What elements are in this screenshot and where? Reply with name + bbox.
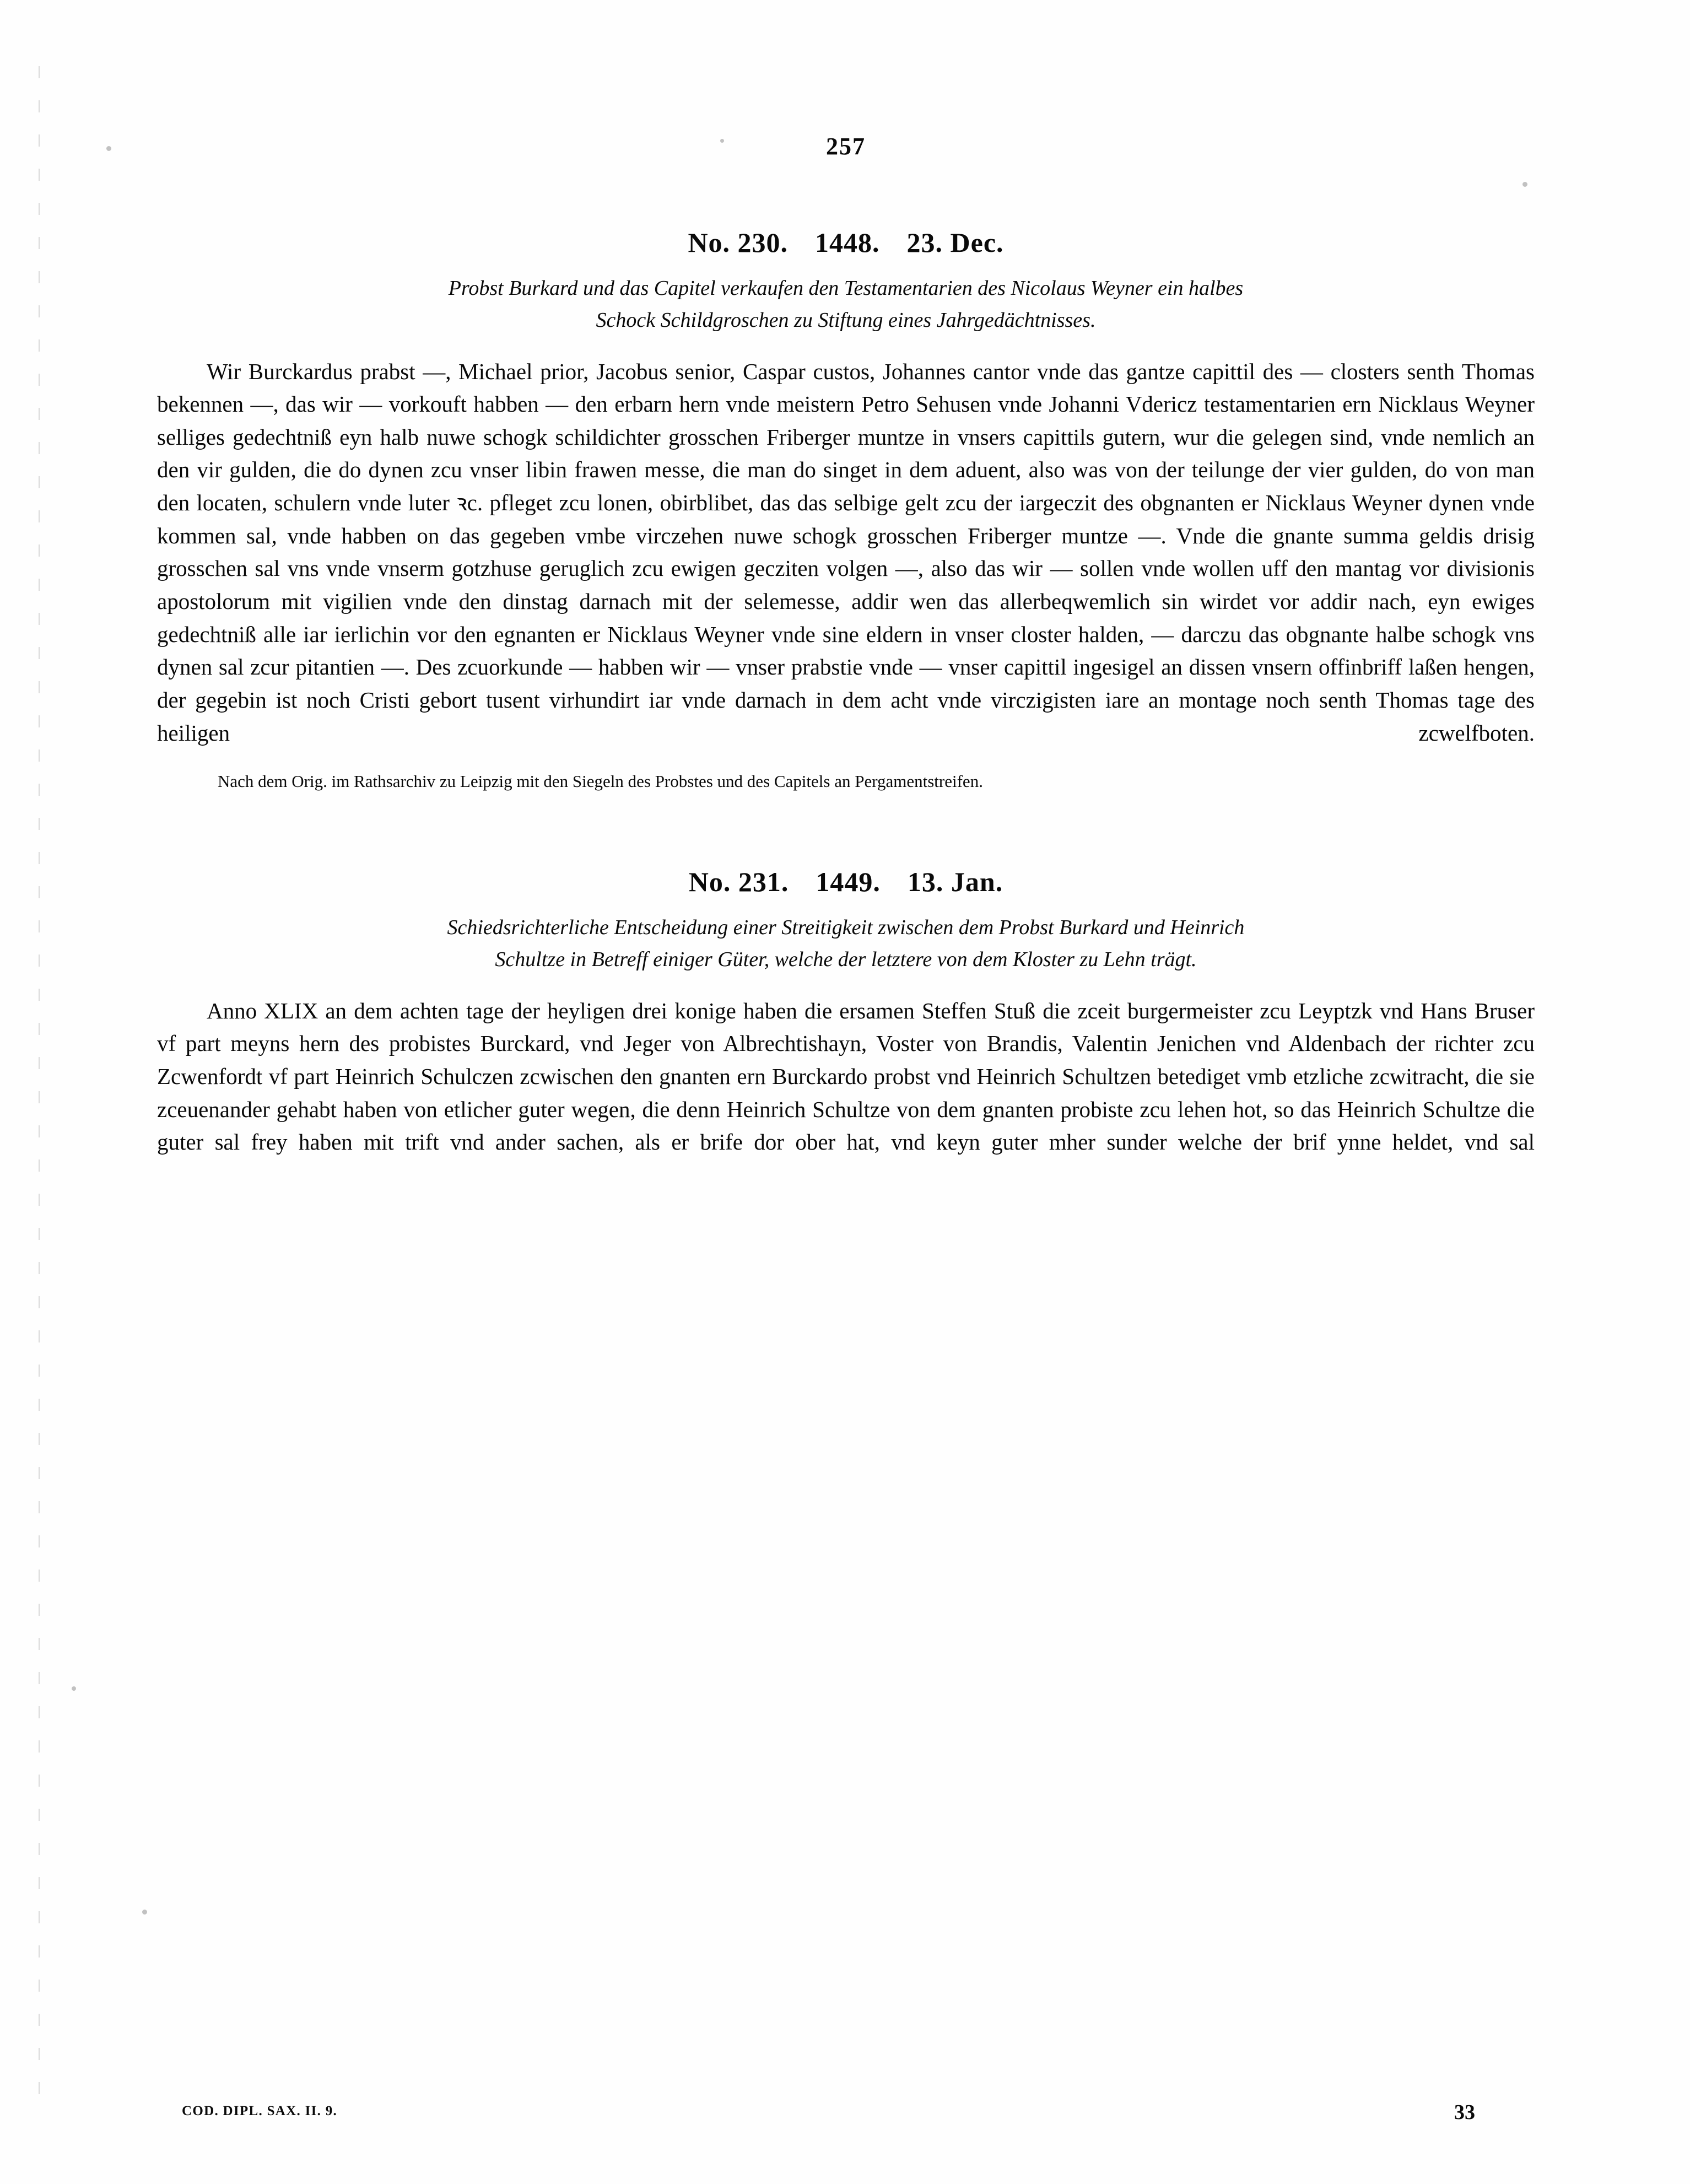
heading-date: 13. Jan. — [907, 866, 1003, 898]
document-body-231: Anno XLIX an dem achten tage der heyligen drei konige haben die ersamen Steffen Stuß die zceit burgermeister zcu Leyptzk vnd Hans Bruser vf part meyns hern des probistes Burckard, vnd Jeger von Albrechtishayn, Voster von Brandis, Valentin Jenichen vnd Aldenbach der richter zcu Zcwenfordt vf part Heinrich Schulczen zcwischen den gnanten ern Burckardo probst vnd Heinrich Schultzen betediget vmb etzliche zcwitracht, die sie zceuenander gehabt haben von etlicher guter wegen, die denn Heinrich Schultze von dem gnanten probiste zcu lehen hot, so das Heinrich Schultze die guter sal frey haben mit trift vnd ander sachen, als er brife dor ober hat, vnd keyn guter mher sunder welche der brif ynne heldet, vnd sal — [157, 997, 1535, 1155]
heading-number: No. 230. — [688, 227, 789, 258]
document-heading-230 — [157, 227, 1535, 258]
document-subtitle-231 — [157, 912, 1535, 976]
document-body-230: Wir Burckardus prabst —, Michael prior, Jacobus senior, Caspar custos, Johannes cantor vnde das gantze capittil des — closters senth Thomas bekennen —, das wir — vorkouft habben — den erbarn hern vnde meistern Petro Sehusen vnde Johanni Vdericz testamentarien ern Nicklaus Weyner selliges gedechtniß eyn halb nuwe schogk schildichter grosschen Friberger muntze in vnsers capittils gutern, wur die gelegen sind, vnde nemlich an den vir gulden, die do dynen zcu vnser libin frawen messe, die man do singet in dem aduent, also was von der teilunge der vier gulden, do von man den locaten, schulern vnde luter ꝛc. pfleget zcu lonen, obirblibet, das das selbige gelt zcu der iargeczit des obgnanten er Nicklaus Weyner dynen vnde kommen sal, vnde habben on das gegeben vmbe virczehen nuwe schogk grosschen Friberger muntze —. Vnde die gnante summa geldis drisig grosschen sal vns vnde vnserm gotzhuse geruglich zcu ewigen gecziten volgen —, also das wir — sollen vnde wollen uff den mantag vor divisionis apostolorum mit vigilien vnde den dinstag darnach mit der selemesse, addir wen das allerbeqwemlich sin wirdet vor addir nach, eyn ewiges gedechtniß alle iar ierlichin vor den egnanten er Nicklaus Weyner vnde sine eldern in vnser closter halden, — darczu das obgnante halbe schogk vns dynen sal zcur pitantien —. Des zcuorkunde — habben wir — vnser prabstie vnde — vnser capittil ingesigel an dissen vnsern offinbriff laßen hengen, der gegebin ist noch Cristi gebort tusent virhundirt iar vnde darnach in dem acht vnde virczigisten iare an montage noch senth Thomas tage des heiligen zcwelfboten. — [157, 358, 1535, 746]
page-number: 257 — [826, 133, 866, 160]
scan-speck — [72, 1686, 76, 1691]
scan-speck — [142, 1910, 147, 1915]
page-content — [157, 0, 1535, 1159]
subtitle-line-2: Schock Schildgroschen zu Stiftung eines Jahrgedächtnisses. — [596, 308, 1096, 332]
colophon: COD. DIPL. SAX. II. 9. — [182, 2104, 338, 2118]
document-subtitle-230 — [157, 273, 1535, 337]
document-heading-231 — [157, 866, 1535, 898]
heading-year: 1449. — [816, 866, 881, 898]
document-entry-231 — [157, 866, 1535, 1159]
subtitle-line-1: Schiedsrichterliche Entscheidung einer Streitigkeit zwischen dem Probst Burkard und Heinrich — [447, 916, 1245, 940]
heading-year: 1448. — [815, 227, 880, 258]
subtitle-line-1: Probst Burkard und das Capitel verkaufen den Testamentarien des Nicolaus Weyner ein halbes — [448, 277, 1244, 300]
scan-gutter-marks — [39, 66, 40, 2105]
heading-date: 23. Dec. — [906, 227, 1004, 258]
document-entry-230 — [157, 227, 1535, 794]
heading-number: No. 231. — [688, 866, 789, 898]
signature-number: 33 — [1454, 2101, 1475, 2124]
source-note-230: Nach dem Orig. im Rathsarchiv zu Leipzig mit den Siegeln des Probstes und des Capitels an Pergamentstreifen. — [218, 772, 983, 791]
subtitle-line-2: Schultze in Betreff einiger Güter, welche der letztere von dem Kloster zu Lehn trägt. — [495, 947, 1197, 971]
scan-speck — [106, 146, 111, 151]
